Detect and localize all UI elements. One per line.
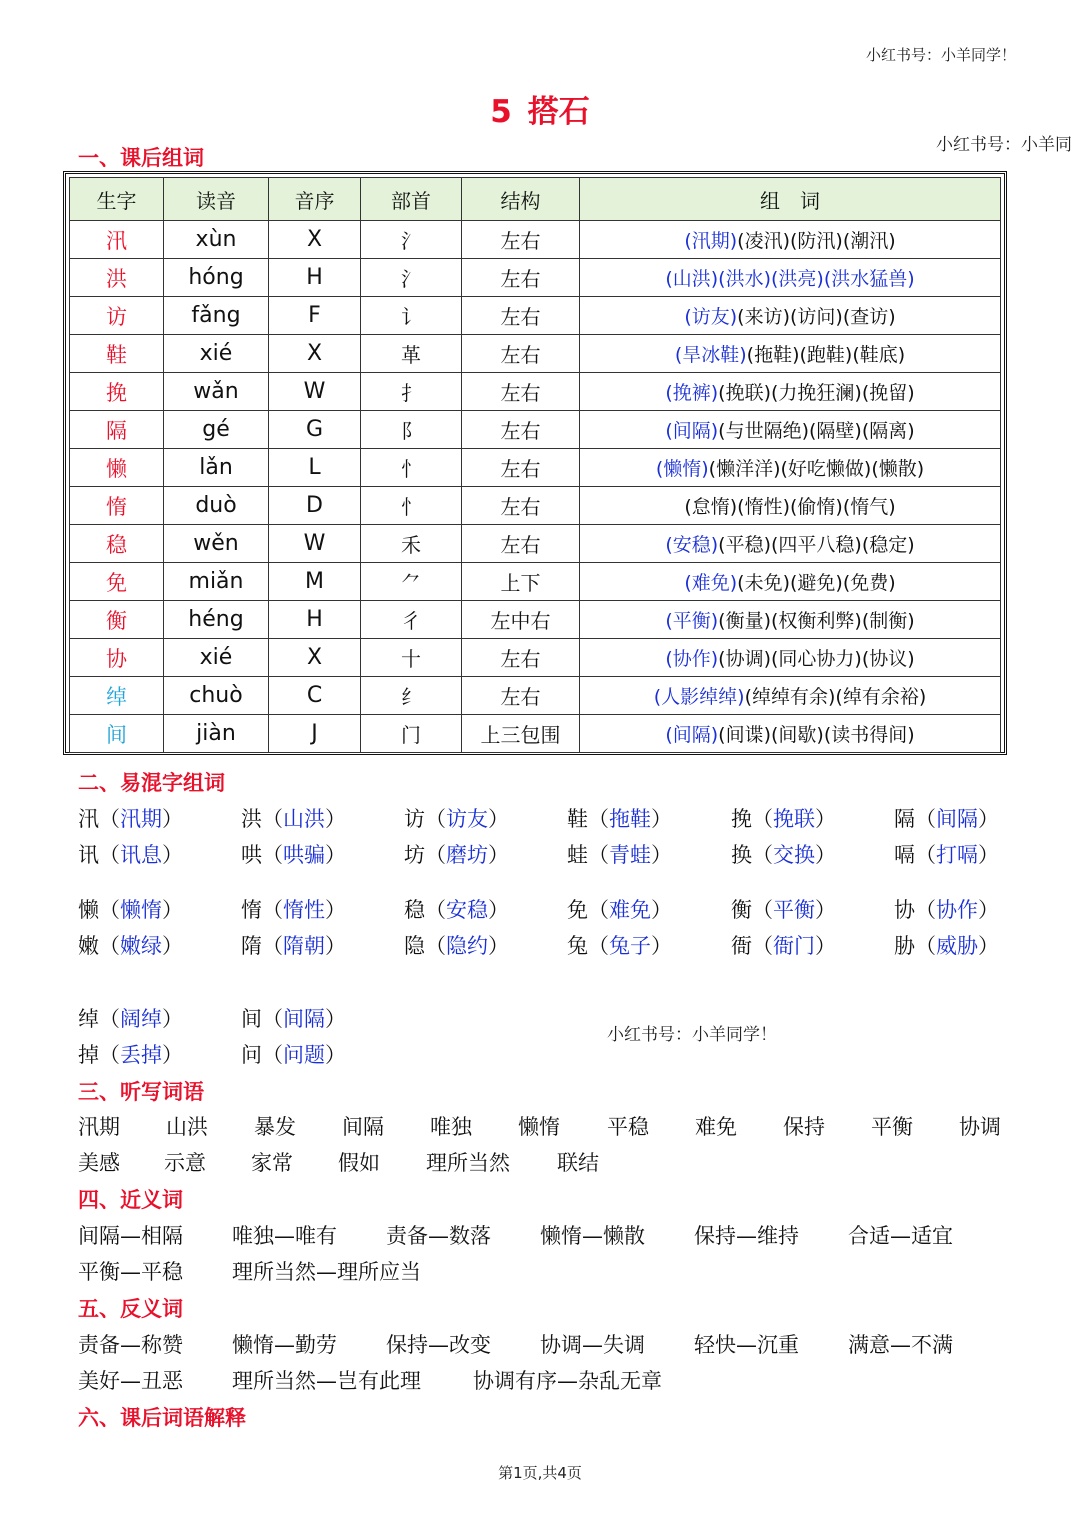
- dictation-item: 理所当然: [426, 1151, 510, 1175]
- table-row: [70, 297, 1001, 335]
- antonyms-item: 协调有序—杂乱无章: [473, 1369, 662, 1393]
- cell-pinyin: wěn: [164, 525, 269, 563]
- cell-initial: F: [269, 297, 361, 335]
- section-title-1: 一、课后组词: [78, 146, 204, 170]
- cell-pinyin: duò: [164, 487, 269, 525]
- words-highlight: (人影绰绰): [653, 686, 745, 708]
- th-words: 组 词: [580, 178, 1001, 221]
- words-highlight: (安稳): [665, 534, 719, 556]
- th-initial: 音序: [269, 178, 361, 221]
- cell-words: [580, 639, 1001, 677]
- words-rest: (凌汛)(防汛)(潮汛): [737, 230, 896, 252]
- words-rest: (间谍)(间歇)(读书得间): [718, 724, 915, 746]
- words-highlight: (平衡): [665, 610, 719, 632]
- confusable-word: 间隔: [283, 1007, 325, 1031]
- confusable-char: 讯: [78, 843, 99, 867]
- cell-radical: 门: [361, 715, 462, 753]
- confusable-word: 打嗝: [936, 843, 978, 867]
- confusable-item: 隔（间隔）: [894, 807, 999, 831]
- table-row: [70, 411, 1001, 449]
- antonyms-item: 满意—不满: [848, 1333, 953, 1357]
- confusable-char: 挽: [731, 807, 752, 831]
- section-title-3: 三、听写词语: [78, 1080, 204, 1104]
- section-title-5: 五、反义词: [78, 1297, 183, 1321]
- confusable-item: 衡（平衡）: [731, 898, 836, 922]
- cell-words: [580, 221, 1001, 259]
- confusable-char: 哄: [241, 843, 262, 867]
- cell-initial: W: [269, 525, 361, 563]
- words-rest: (来访)(访问)(查访): [737, 306, 896, 328]
- cell-structure: 左右: [462, 411, 580, 449]
- confusable-char: 嫩: [78, 934, 99, 958]
- confusable-word: 隐约: [446, 934, 488, 958]
- dictation-item: 间隔: [342, 1115, 384, 1139]
- cell-structure: 左右: [462, 335, 580, 373]
- cell-pinyin: chuò: [164, 677, 269, 715]
- cell-initial: D: [269, 487, 361, 525]
- confusable-item: 蛙（青蛙）: [567, 843, 672, 867]
- cell-pinyin: hóng: [164, 259, 269, 297]
- confusable-char: 协: [894, 898, 915, 922]
- words-rest: (懒洋洋)(好吃懒做)(懒散): [708, 458, 925, 480]
- cell-words: [580, 715, 1001, 753]
- table-row: [70, 487, 1001, 525]
- confusable-word: 山洪: [283, 807, 325, 831]
- cell-words: [580, 677, 1001, 715]
- confusable-item: 胁（威胁）: [894, 934, 999, 958]
- confusable-char: 间: [241, 1007, 262, 1031]
- confusable-word: 讯息: [120, 843, 162, 867]
- dictation-item: 美感: [78, 1151, 120, 1175]
- table-row: [70, 639, 1001, 677]
- confusable-word: 交换: [773, 843, 815, 867]
- cell-pinyin: gé: [164, 411, 269, 449]
- cell-radical: 阝: [361, 411, 462, 449]
- synonyms-item: 责备—数落: [386, 1224, 491, 1248]
- words-rest: (与世隔绝)(隔壁)(隔离): [718, 420, 915, 442]
- cell-structure: 左右: [462, 259, 580, 297]
- dictation-item: 示意: [164, 1151, 206, 1175]
- cell-words: [580, 525, 1001, 563]
- dictation-item: 难免: [695, 1115, 737, 1139]
- confusable-char: 问: [241, 1043, 262, 1067]
- watermark-cut: 小红书号：小羊同: [936, 135, 1072, 155]
- confusable-word: 平衡: [773, 898, 815, 922]
- antonyms-item: 理所当然—岂有此理: [232, 1369, 421, 1393]
- cell-pinyin: fǎng: [164, 297, 269, 335]
- table-row: [70, 677, 1001, 715]
- table-row: [70, 373, 1001, 411]
- confusable-char: 绰: [78, 1007, 99, 1031]
- confusable-word: 兔子: [609, 934, 651, 958]
- cell-radical: 纟: [361, 677, 462, 715]
- table-row: [70, 221, 1001, 259]
- lesson-title: 搭石: [527, 94, 590, 130]
- words-highlight: (旱冰鞋): [674, 344, 747, 366]
- cell-char: 鞋: [70, 335, 164, 373]
- cell-structure: 左右: [462, 487, 580, 525]
- confusable-item: 免（难免）: [567, 898, 672, 922]
- cell-pinyin: miǎn: [164, 563, 269, 601]
- confusable-char: 惰: [241, 898, 262, 922]
- dictation-item: 山洪: [166, 1115, 208, 1139]
- confusable-char: 洪: [241, 807, 262, 831]
- confusable-word: 间隔: [936, 807, 978, 831]
- words-rest: (协调)(同心协力)(协议): [718, 648, 915, 670]
- confusable-char: 兔: [567, 934, 588, 958]
- table-row: [70, 449, 1001, 487]
- confusable-word: 威胁: [936, 934, 978, 958]
- cell-initial: L: [269, 449, 361, 487]
- section-title-4: 四、近义词: [78, 1188, 183, 1212]
- confusable-word: 安稳: [446, 898, 488, 922]
- words-highlight: (汛期): [684, 230, 738, 252]
- dictation-item: 懒惰: [518, 1115, 560, 1139]
- cell-radical: 忄: [361, 449, 462, 487]
- confusable-char: 鞋: [567, 807, 588, 831]
- words-highlight: (访友): [684, 306, 738, 328]
- table-row: [70, 525, 1001, 563]
- cell-radical: 十: [361, 639, 462, 677]
- cell-initial: X: [269, 639, 361, 677]
- dictation-item: 保持: [783, 1115, 825, 1139]
- cell-pinyin: héng: [164, 601, 269, 639]
- confusable-char: 免: [567, 898, 588, 922]
- cell-char: 协: [70, 639, 164, 677]
- cell-words: [580, 563, 1001, 601]
- confusable-word: 懒惰: [120, 898, 162, 922]
- words-rest: (衡量)(权衡利弊)(制衡): [718, 610, 915, 632]
- confusable-word: 隋朝: [283, 934, 325, 958]
- words-highlight: (挽裤): [665, 382, 719, 404]
- th-pinyin: 读音: [164, 178, 269, 221]
- cell-structure: 左右: [462, 373, 580, 411]
- confusable-item: 汛（汛期）: [78, 807, 183, 831]
- cell-words: [580, 449, 1001, 487]
- confusable-word: 青蛙: [609, 843, 651, 867]
- dictation-item: 汛期: [78, 1115, 120, 1139]
- confusable-item: 间（间隔）: [241, 1007, 346, 1031]
- cell-char: 衡: [70, 601, 164, 639]
- confusable-char: 掉: [78, 1043, 99, 1067]
- synonyms-item: 懒惰—懒散: [540, 1224, 645, 1248]
- confusable-char: 隋: [241, 934, 262, 958]
- confusable-char: 衡: [731, 898, 752, 922]
- confusable-word: 磨坊: [446, 843, 488, 867]
- cell-char: 汛: [70, 221, 164, 259]
- cell-initial: H: [269, 601, 361, 639]
- table-row: [70, 335, 1001, 373]
- cell-structure: 上下: [462, 563, 580, 601]
- words-rest: (绰绰有余)(绰有余裕): [744, 686, 927, 708]
- cell-initial: G: [269, 411, 361, 449]
- table-row: [70, 259, 1001, 297]
- cell-structure: 左中右: [462, 601, 580, 639]
- table-row: [70, 715, 1001, 753]
- cell-char: 洪: [70, 259, 164, 297]
- words-highlight: (间隔): [665, 724, 719, 746]
- cell-initial: X: [269, 221, 361, 259]
- page-title: [0, 86, 1080, 131]
- lesson-number: 5: [490, 94, 512, 130]
- cell-words: [580, 411, 1001, 449]
- confusable-item: 挽（挽联）: [731, 807, 836, 831]
- cell-char: 隔: [70, 411, 164, 449]
- confusable-word: 丢掉: [120, 1043, 162, 1067]
- cell-structure: 左右: [462, 449, 580, 487]
- antonyms-item: 轻快—沉重: [694, 1333, 799, 1357]
- confusable-char: 懒: [78, 898, 99, 922]
- confusable-char: 隔: [894, 807, 915, 831]
- confusable-char: 稳: [404, 898, 425, 922]
- words-rest: (未免)(避免)(免费): [737, 572, 896, 594]
- confusable-item: 洪（山洪）: [241, 807, 346, 831]
- table-row: [70, 563, 1001, 601]
- dictation-item: 平衡: [871, 1115, 913, 1139]
- cell-radical: 氵: [361, 259, 462, 297]
- synonyms-item: 间隔—相隔: [78, 1224, 183, 1248]
- cell-initial: H: [269, 259, 361, 297]
- confusable-item: 讯（讯息）: [78, 843, 183, 867]
- dictation-item: 家常: [251, 1151, 293, 1175]
- synonyms-item: 平衡—平稳: [78, 1260, 183, 1284]
- confusable-item: 隐（隐约）: [404, 934, 509, 958]
- cell-initial: M: [269, 563, 361, 601]
- words-highlight: (协作): [665, 648, 719, 670]
- th-char: 生字: [70, 178, 164, 221]
- dictation-item: 平稳: [607, 1115, 649, 1139]
- confusable-word: 阔绰: [120, 1007, 162, 1031]
- cell-structure: 左右: [462, 525, 580, 563]
- antonyms-item: 懒惰—勤劳: [232, 1333, 337, 1357]
- cell-char: 访: [70, 297, 164, 335]
- cell-radical: 革: [361, 335, 462, 373]
- cell-radical: 忄: [361, 487, 462, 525]
- cell-pinyin: xié: [164, 335, 269, 373]
- confusable-item: 鞋（拖鞋）: [567, 807, 672, 831]
- antonyms-item: 责备—称赞: [78, 1333, 183, 1357]
- confusable-item: 惰（惰性）: [241, 898, 346, 922]
- confusable-word: 惰性: [283, 898, 325, 922]
- cell-initial: X: [269, 335, 361, 373]
- confusable-item: 稳（安稳）: [404, 898, 509, 922]
- confusable-item: 衙（衙门）: [731, 934, 836, 958]
- cell-pinyin: wǎn: [164, 373, 269, 411]
- page-footer: 第1页,共4页: [498, 1464, 582, 1482]
- cell-char: 懒: [70, 449, 164, 487]
- cell-radical: ⺈: [361, 563, 462, 601]
- cell-words: [580, 487, 1001, 525]
- table-header-row: [70, 178, 1001, 221]
- confusable-item: 绰（阔绰）: [78, 1007, 183, 1031]
- confusable-item: 协（协作）: [894, 898, 999, 922]
- cell-radical: 扌: [361, 373, 462, 411]
- words-rest: (拖鞋)(跑鞋)(鞋底): [746, 344, 906, 366]
- watermark-top: 小红书号：小羊同学！: [866, 46, 1017, 64]
- cell-char: 间: [70, 715, 164, 753]
- confusable-char: 胁: [894, 934, 915, 958]
- cell-pinyin: jiàn: [164, 715, 269, 753]
- th-radical: 部首: [361, 178, 462, 221]
- cell-words: [580, 297, 1001, 335]
- cell-radical: 讠: [361, 297, 462, 335]
- section-title-6: 六、课后词语解释: [78, 1406, 246, 1430]
- synonyms-item: 唯独—唯有: [232, 1224, 337, 1248]
- cell-char: 免: [70, 563, 164, 601]
- confusable-item: 懒（懒惰）: [78, 898, 183, 922]
- cell-pinyin: xùn: [164, 221, 269, 259]
- cell-radical: 禾: [361, 525, 462, 563]
- cell-structure: 左右: [462, 297, 580, 335]
- cell-radical: 彳: [361, 601, 462, 639]
- table-row: [70, 601, 1001, 639]
- cell-char: 惰: [70, 487, 164, 525]
- dictation-item: 唯独: [430, 1115, 472, 1139]
- confusable-item: 嫩（嫩绿）: [78, 934, 183, 958]
- antonyms-item: 保持—改变: [386, 1333, 491, 1357]
- confusable-item: 掉（丢掉）: [78, 1043, 183, 1067]
- confusable-word: 嫩绿: [120, 934, 162, 958]
- confusable-item: 哄（哄骗）: [241, 843, 346, 867]
- confusable-word: 访友: [446, 807, 488, 831]
- confusable-char: 隐: [404, 934, 425, 958]
- watermark-middle: 小红书号：小羊同学！: [607, 1025, 777, 1045]
- cell-pinyin: lǎn: [164, 449, 269, 487]
- cell-radical: 氵: [361, 221, 462, 259]
- confusable-item: 换（交换）: [731, 843, 836, 867]
- confusable-word: 拖鞋: [609, 807, 651, 831]
- cell-char: 挽: [70, 373, 164, 411]
- cell-structure: 左右: [462, 639, 580, 677]
- confusable-word: 哄骗: [283, 843, 325, 867]
- dictation-item: 暴发: [254, 1115, 296, 1139]
- confusable-char: 衙: [731, 934, 752, 958]
- synonyms-item: 合适—适宜: [848, 1224, 953, 1248]
- cell-words: [580, 373, 1001, 411]
- confusable-item: 嗝（打嗝）: [894, 843, 999, 867]
- cell-pinyin: xié: [164, 639, 269, 677]
- confusable-item: 隋（隋朝）: [241, 934, 346, 958]
- confusable-char: 蛙: [567, 843, 588, 867]
- synonyms-item: 理所当然—理所应当: [232, 1260, 421, 1284]
- words-rest: (怠惰)(惰性)(偷惰)(惰气): [684, 496, 896, 518]
- words-highlight: (懒惰): [655, 458, 709, 480]
- confusable-char: 访: [404, 807, 425, 831]
- dictation-item: 假如: [338, 1151, 380, 1175]
- cell-structure: 左右: [462, 221, 580, 259]
- confusable-item: 问（问题）: [241, 1043, 346, 1067]
- cell-char: 稳: [70, 525, 164, 563]
- confusable-word: 难免: [609, 898, 651, 922]
- confusable-item: 访（访友）: [404, 807, 509, 831]
- dictation-item: 联结: [557, 1151, 599, 1175]
- cell-initial: J: [269, 715, 361, 753]
- confusable-item: 兔（兔子）: [567, 934, 672, 958]
- words-highlight: (间隔): [665, 420, 719, 442]
- cell-char: 绰: [70, 677, 164, 715]
- cell-structure: 上三包围: [462, 715, 580, 753]
- words-highlight: (山洪)(洪水)(洪亮)(洪水猛兽): [665, 268, 915, 290]
- words-rest: (平稳)(四平八稳)(稳定): [718, 534, 915, 556]
- words-rest: (挽联)(力挽狂澜)(挽留): [718, 382, 915, 404]
- cell-words: [580, 259, 1001, 297]
- cell-initial: C: [269, 677, 361, 715]
- cell-structure: 左右: [462, 677, 580, 715]
- confusable-word: 衙门: [773, 934, 815, 958]
- antonyms-item: 协调—失调: [540, 1333, 645, 1357]
- th-structure: 结构: [462, 178, 580, 221]
- cell-initial: W: [269, 373, 361, 411]
- section-title-2: 二、易混字组词: [78, 771, 225, 795]
- antonyms-item: 美好—丑恶: [78, 1369, 183, 1393]
- cell-words: [580, 601, 1001, 639]
- confusable-item: 坊（磨坊）: [404, 843, 509, 867]
- synonyms-item: 保持—维持: [694, 1224, 799, 1248]
- confusable-char: 嗝: [894, 843, 915, 867]
- confusable-word: 挽联: [773, 807, 815, 831]
- confusable-word: 问题: [283, 1043, 325, 1067]
- confusable-word: 汛期: [120, 807, 162, 831]
- confusable-char: 换: [731, 843, 752, 867]
- confusable-word: 协作: [936, 898, 978, 922]
- dictation-item: 协调: [959, 1115, 1001, 1139]
- cell-words: [580, 335, 1001, 373]
- vocab-table: [69, 177, 1001, 753]
- confusable-char: 坊: [404, 843, 425, 867]
- vocab-table-frame: [63, 171, 1007, 755]
- confusable-char: 汛: [78, 807, 99, 831]
- words-highlight: (难免): [684, 572, 738, 594]
